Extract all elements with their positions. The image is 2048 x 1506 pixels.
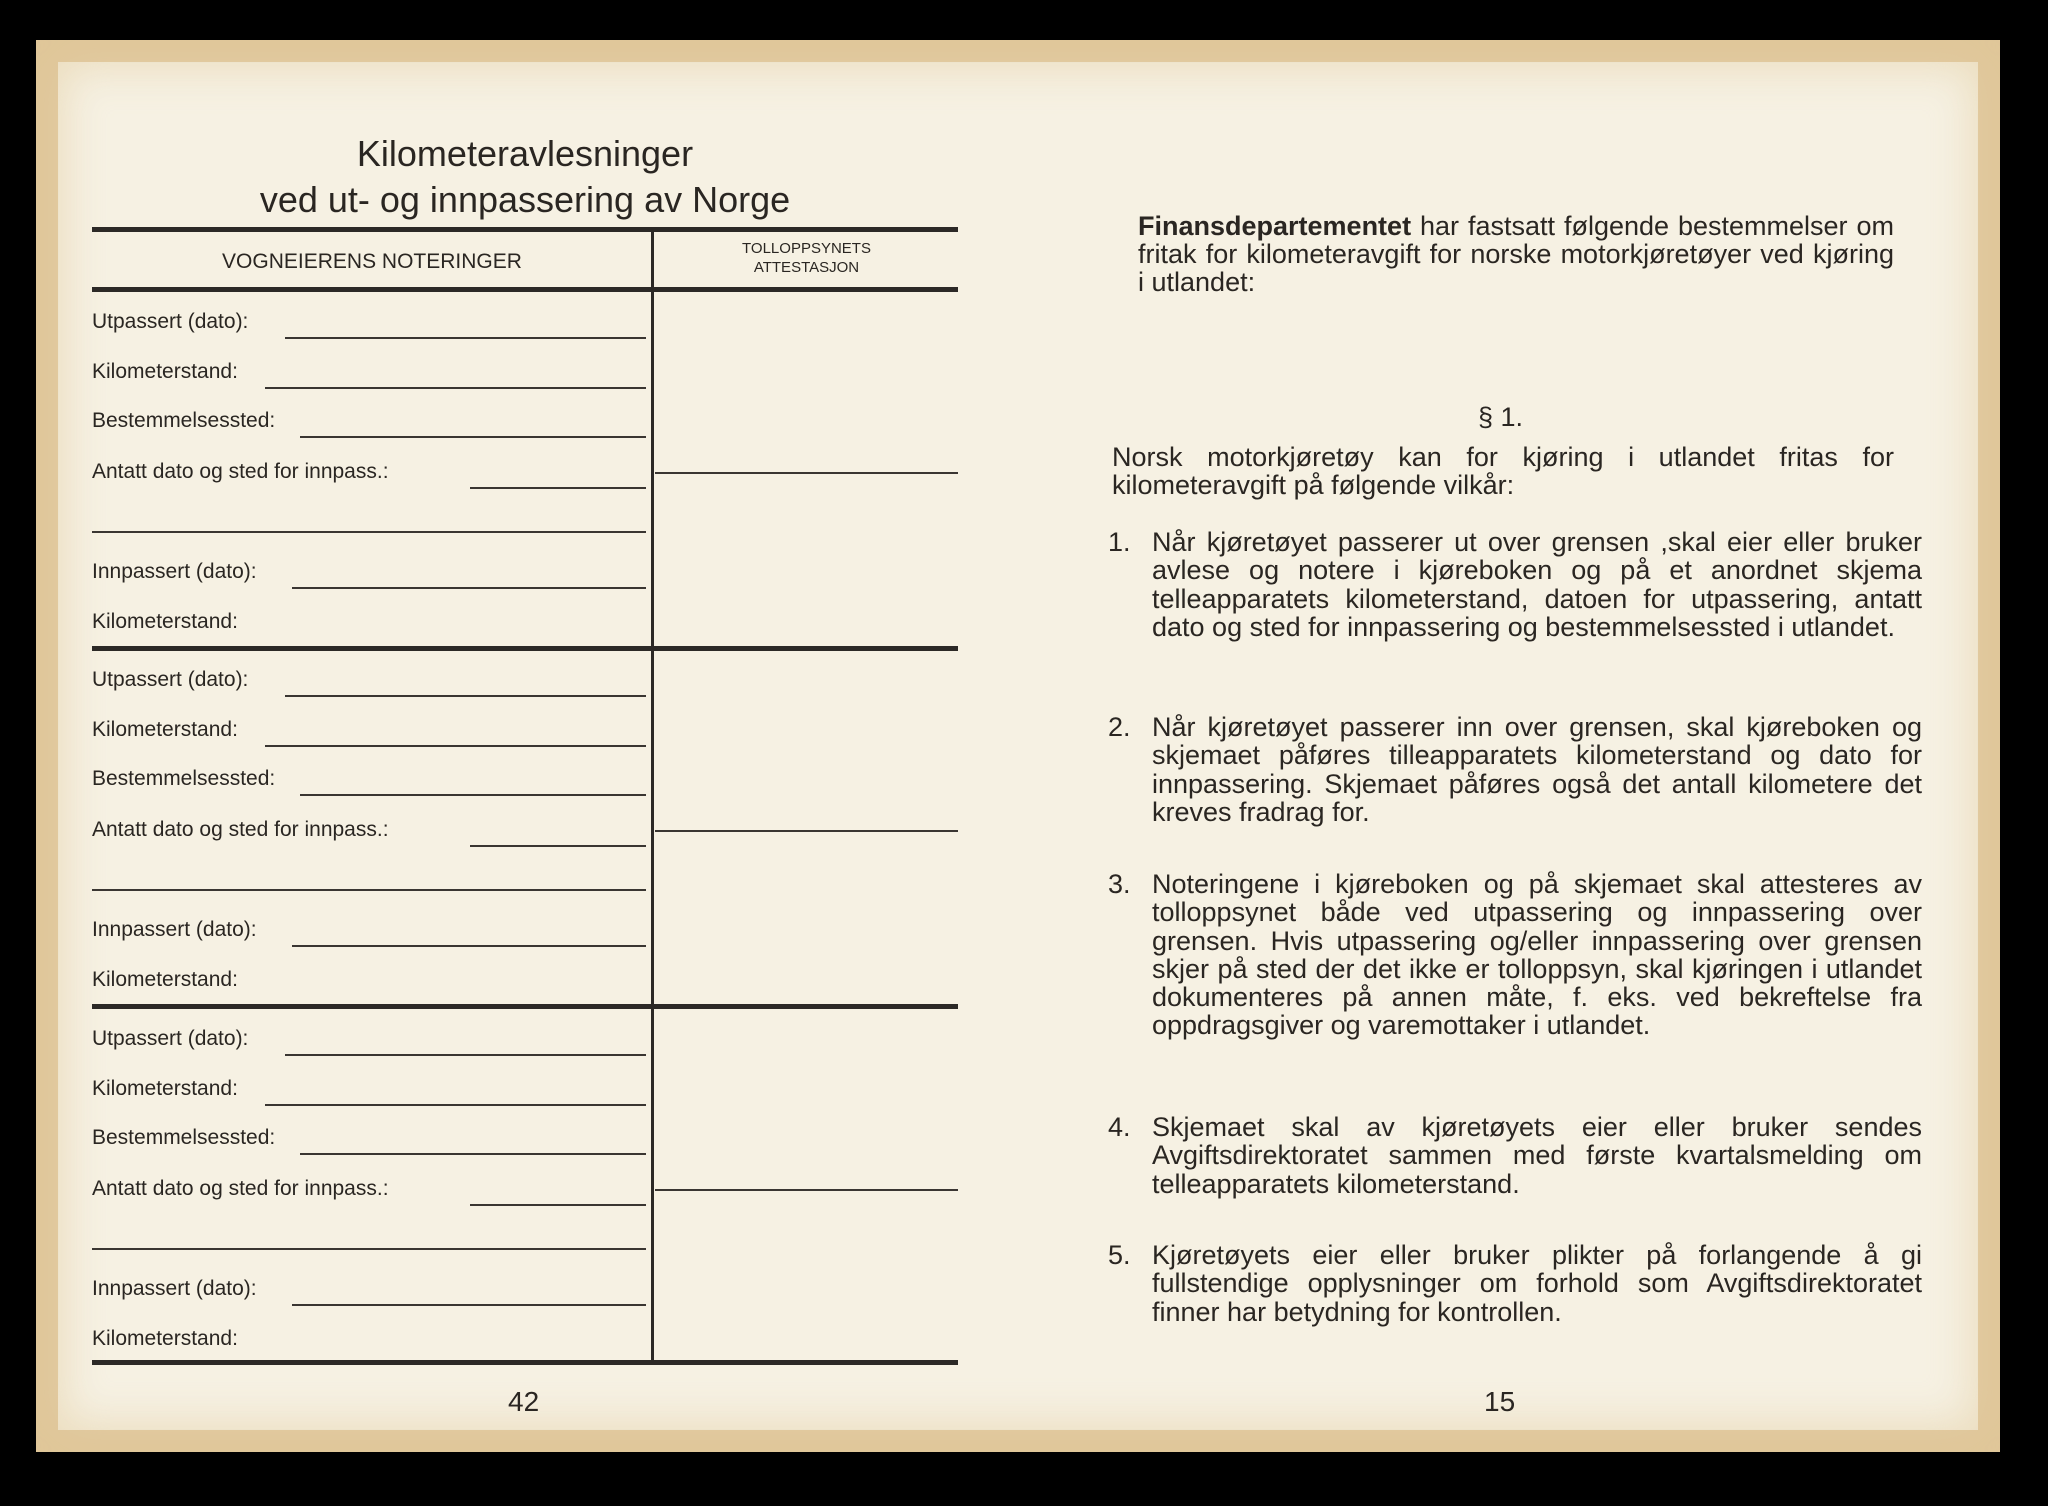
- antatt-field[interactable]: [470, 487, 646, 489]
- intro-bold: Finansdepartementet: [1138, 211, 1412, 241]
- intro-paragraph: [1138, 212, 1894, 296]
- kilometerstand-out-field[interactable]: [265, 1104, 646, 1106]
- list-item-number: 2.: [1108, 712, 1131, 742]
- antatt-continuation-field[interactable]: [92, 1248, 646, 1250]
- form-title-line1: Kilometeravlesninger: [356, 133, 694, 174]
- customs-attestation-line[interactable]: [655, 472, 958, 474]
- antatt-field[interactable]: [470, 845, 646, 847]
- label-utpassert: Utpassert (dato):: [92, 668, 249, 691]
- bestemmelsessted-field[interactable]: [300, 794, 646, 796]
- section-divider-rule: [92, 646, 958, 651]
- table-bottom-rule: [92, 1360, 958, 1365]
- utpassert-field[interactable]: [285, 1054, 646, 1056]
- kilometerstand-out-field[interactable]: [265, 387, 646, 389]
- innpassert-field[interactable]: [292, 945, 646, 947]
- column-header-customs-line1: TOLLOPPSYNETS: [742, 240, 871, 257]
- label-bestemmelsessted: Bestemmelsessted:: [92, 1126, 276, 1149]
- utpassert-field[interactable]: [285, 695, 646, 697]
- bestemmelsessted-field[interactable]: [300, 436, 646, 438]
- label-bestemmelsessted: Bestemmelsessted:: [92, 409, 276, 432]
- header-bottom-rule: [92, 287, 958, 292]
- label-bestemmelsessted: Bestemmelsessted:: [92, 767, 276, 790]
- section-divider-rule: [92, 1004, 958, 1009]
- list-item-text: Skjemaet skal av kjøretøyets eier eller bruker sendes Avgiftsdirektoratet sammen med første kvartalsmelding om telleapparatets kilometerstand.: [1152, 1112, 1922, 1199]
- list-item-text: Kjøretøyets eier eller bruker plikter på forlangende å gi fullstendige opplysninger om forhold som Avgiftsdirektoratet finner har betydning for kontrollen.: [1152, 1240, 1922, 1327]
- innpassert-field[interactable]: [292, 1304, 646, 1306]
- antatt-continuation-field[interactable]: [92, 531, 646, 533]
- label-innpassert: Innpassert (dato):: [92, 1277, 257, 1300]
- list-item-number: 1.: [1108, 527, 1131, 557]
- kilometerstand-out-field[interactable]: [265, 745, 646, 747]
- page-number-left: 42: [508, 1386, 540, 1417]
- label-kilometerstand-out: Kilometerstand:: [92, 360, 238, 383]
- list-item-number: 3.: [1108, 869, 1131, 899]
- customs-attestation-line[interactable]: [655, 830, 958, 832]
- section-mark: § 1.: [1478, 402, 1524, 432]
- label-kilometerstand-out: Kilometerstand:: [92, 1077, 238, 1100]
- list-item-number: 4.: [1108, 1112, 1131, 1142]
- utpassert-field[interactable]: [285, 337, 646, 339]
- label-antatt: Antatt dato og sted for innpass.:: [92, 460, 389, 483]
- antatt-field[interactable]: [470, 1204, 646, 1206]
- section-intro: Norsk motorkjøretøy kan for kjøring i utlandet fritas for kilometeravgift på følgende vilkår:: [1112, 442, 1894, 500]
- intro-text: har fastsatt følgende bestemmelser om fritak for kilometeravgift for norske motorkjøretøyer ved kjøring i utlandet:: [1138, 211, 1894, 297]
- label-kilometerstand-in: Kilometerstand:: [92, 968, 238, 991]
- list-item-text: Når kjøretøyet passerer inn over grensen, skal kjøreboken og skjemaet påføres tilleapparatets kilometerstand og dato for innpassering. Skjemaet påføres også det antall kilometere det kreves fradrag for.: [1152, 712, 1922, 827]
- customs-attestation-line[interactable]: [655, 1189, 958, 1191]
- column-divider: [651, 229, 654, 1363]
- label-kilometerstand-out: Kilometerstand:: [92, 718, 238, 741]
- column-header-owner: VOGNEIERENS NOTERINGER: [222, 250, 522, 273]
- antatt-continuation-field[interactable]: [92, 889, 646, 891]
- list-item-number: 5.: [1108, 1240, 1131, 1270]
- table-top-rule: [92, 227, 958, 232]
- list-item-text: Når kjøretøyet passerer ut over grensen ,skal eier eller bruker avlese og notere i kjøreboken og på et anordnet skjema telleapparatets kilometerstand, datoen for utpassering, antatt dato og sted for innpassering og bestemmelsessted i utlandet.: [1152, 527, 1922, 642]
- label-utpassert: Utpassert (dato):: [92, 310, 249, 333]
- list-item-text: Noteringene i kjøreboken og på skjemaet skal attesteres av tolloppsynet både ved utpassering og innpassering over grensen. Hvis utpassering og/eller innpassering over grensen skjer på sted der det ikke er tolloppsyn, skal kjøringen i utlandet dokumenteres på annen måte, f. eks. ved bekreftelse fra oppdragsgiver og varemottaker i utlandet.: [1152, 869, 1922, 1041]
- label-antatt: Antatt dato og sted for innpass.:: [92, 818, 389, 841]
- label-kilometerstand-in: Kilometerstand:: [92, 610, 238, 633]
- page-number-right: 15: [1484, 1386, 1516, 1417]
- label-utpassert: Utpassert (dato):: [92, 1027, 249, 1050]
- label-innpassert: Innpassert (dato):: [92, 918, 257, 941]
- form-title-line2: ved ut- og innpassering av Norge: [259, 179, 791, 220]
- bestemmelsessted-field[interactable]: [300, 1153, 646, 1155]
- label-innpassert: Innpassert (dato):: [92, 560, 257, 583]
- label-antatt: Antatt dato og sted for innpass.:: [92, 1177, 389, 1200]
- column-header-customs-line2: ATTESTASJON: [753, 258, 860, 276]
- innpassert-field[interactable]: [292, 587, 646, 589]
- label-kilometerstand-in: Kilometerstand:: [92, 1327, 238, 1350]
- column-header-customs: [655, 240, 958, 278]
